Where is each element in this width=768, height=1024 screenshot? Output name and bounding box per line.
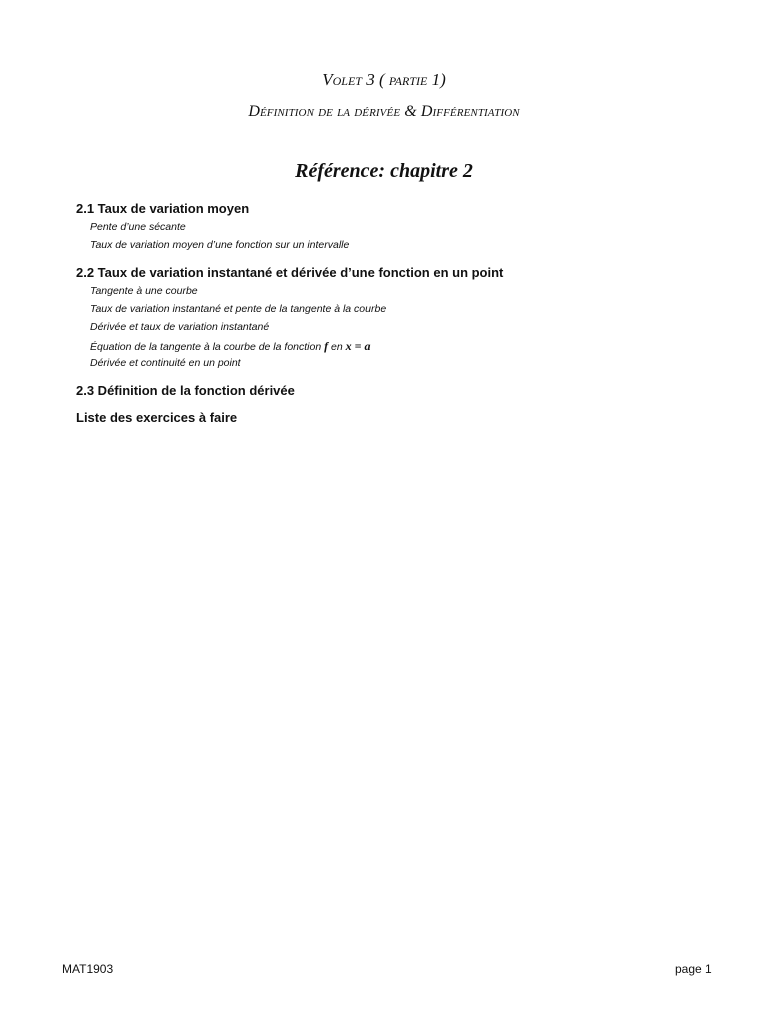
section-heading-2-1: 2.1 Taux de variation moyen xyxy=(76,201,250,216)
reference-heading: Référence: chapitre 2 xyxy=(295,160,473,182)
document-subtitle: Définition de la dérivée & Différentiation xyxy=(248,103,520,120)
document-volet-title: Volet 3 ( partie 1) xyxy=(322,70,446,89)
function-f-symbol: f xyxy=(324,339,329,353)
sub-item-derivee-continuite: Dérivée et continuité en un point xyxy=(90,357,241,369)
sub-item-pente-secante: Pente d’une sécante xyxy=(90,221,186,233)
footer-page-number: page 1 xyxy=(675,962,712,976)
sub-item-equation-tangente xyxy=(90,339,370,354)
x-equals-a-condition: x = a xyxy=(345,339,371,353)
sub-item-taux-moyen: Taux de variation moyen d’une fonction sur un intervalle xyxy=(90,239,350,251)
exercise-list-heading: Liste des exercices à faire xyxy=(76,410,238,425)
footer-course-code: MAT1903 xyxy=(62,962,114,976)
sub-item-tangente: Tangente à une courbe xyxy=(90,285,198,297)
sub-item-taux-instantane-pente: Taux de variation instantané et pente de la tangente à la courbe xyxy=(90,303,387,315)
equation-prefix-text: Équation de la tangente à la courbe de la fonction xyxy=(90,341,325,353)
sub-item-derivee-taux: Dérivée et taux de variation instantané xyxy=(90,321,270,333)
section-heading-2-3: 2.3 Définition de la fonction dérivée xyxy=(76,383,295,398)
equation-middle-text: en xyxy=(328,341,346,353)
section-heading-2-2: 2.2 Taux de variation instantané et dérivée d’une fonction en un point xyxy=(76,265,504,280)
